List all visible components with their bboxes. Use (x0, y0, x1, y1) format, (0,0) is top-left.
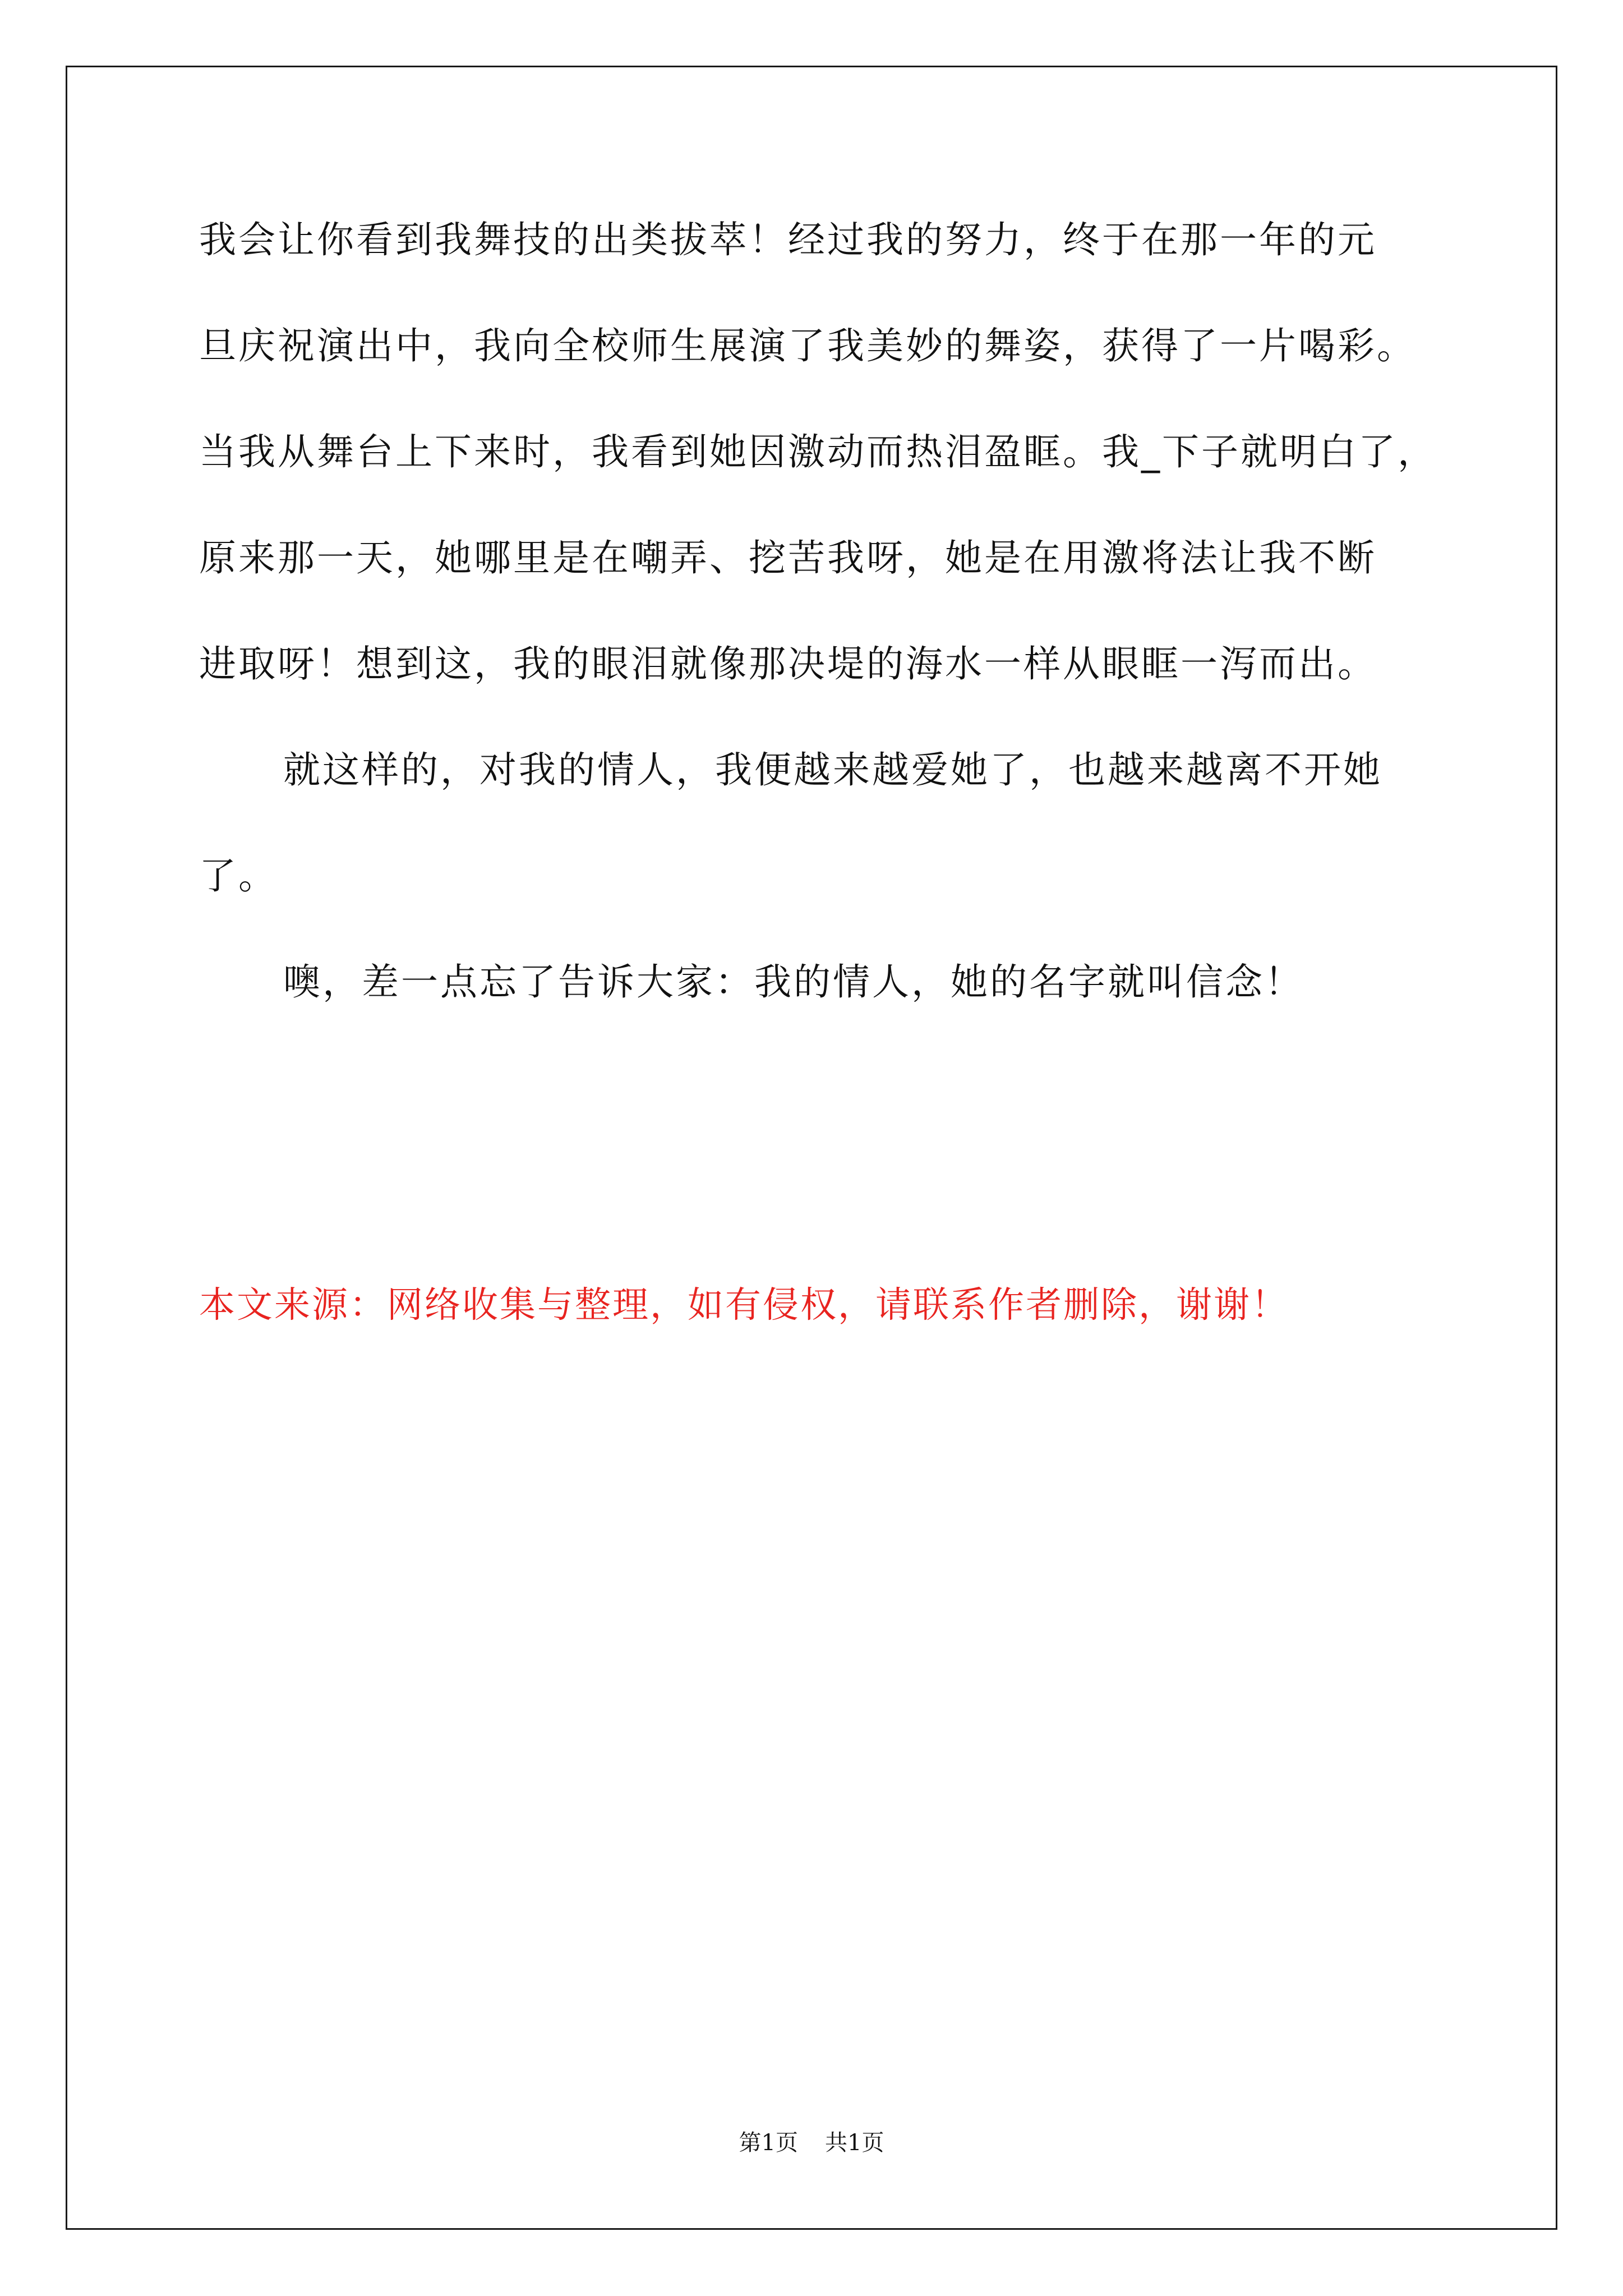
paragraph-start-line: 就这样的，对我的情人，我便越来越爱她了，也越来越离不开她 (283, 748, 1382, 792)
source-disclaimer: 本文来源：网络收集与整理，如有侵权，请联系作者删除，谢谢！ (199, 1285, 1289, 1326)
text-line: 旦庆祝演出中，我向全校师生展演了我美妙的舞姿，获得了一片喝彩。 (199, 324, 1416, 367)
text-line: 当我从舞台上下来时，我看到她因激动而热泪盈眶。我_下子就明白了， (199, 430, 1437, 473)
paragraph-start-line: 噢，差一点忘了告诉大家：我的情人，她的名字就叫信念！ (283, 960, 1304, 1004)
page-footer (0, 2131, 1623, 2155)
text-line: 进取呀！想到这，我的眼泪就像那决堤的海水一样从眼眶一泻而出。 (199, 642, 1377, 685)
document-body (199, 218, 1447, 1004)
page-number: 第1页 (739, 2130, 798, 2156)
text-line: 我会让你看到我舞技的出类拔萃！经过我的努力，终于在那一年的元 (199, 218, 1377, 261)
text-line: 了。 (199, 854, 278, 898)
page-total: 共1页 (825, 2130, 884, 2156)
text-line: 原来那一天，她哪里是在嘲弄、挖苦我呀，她是在用激将法让我不断 (199, 536, 1377, 579)
